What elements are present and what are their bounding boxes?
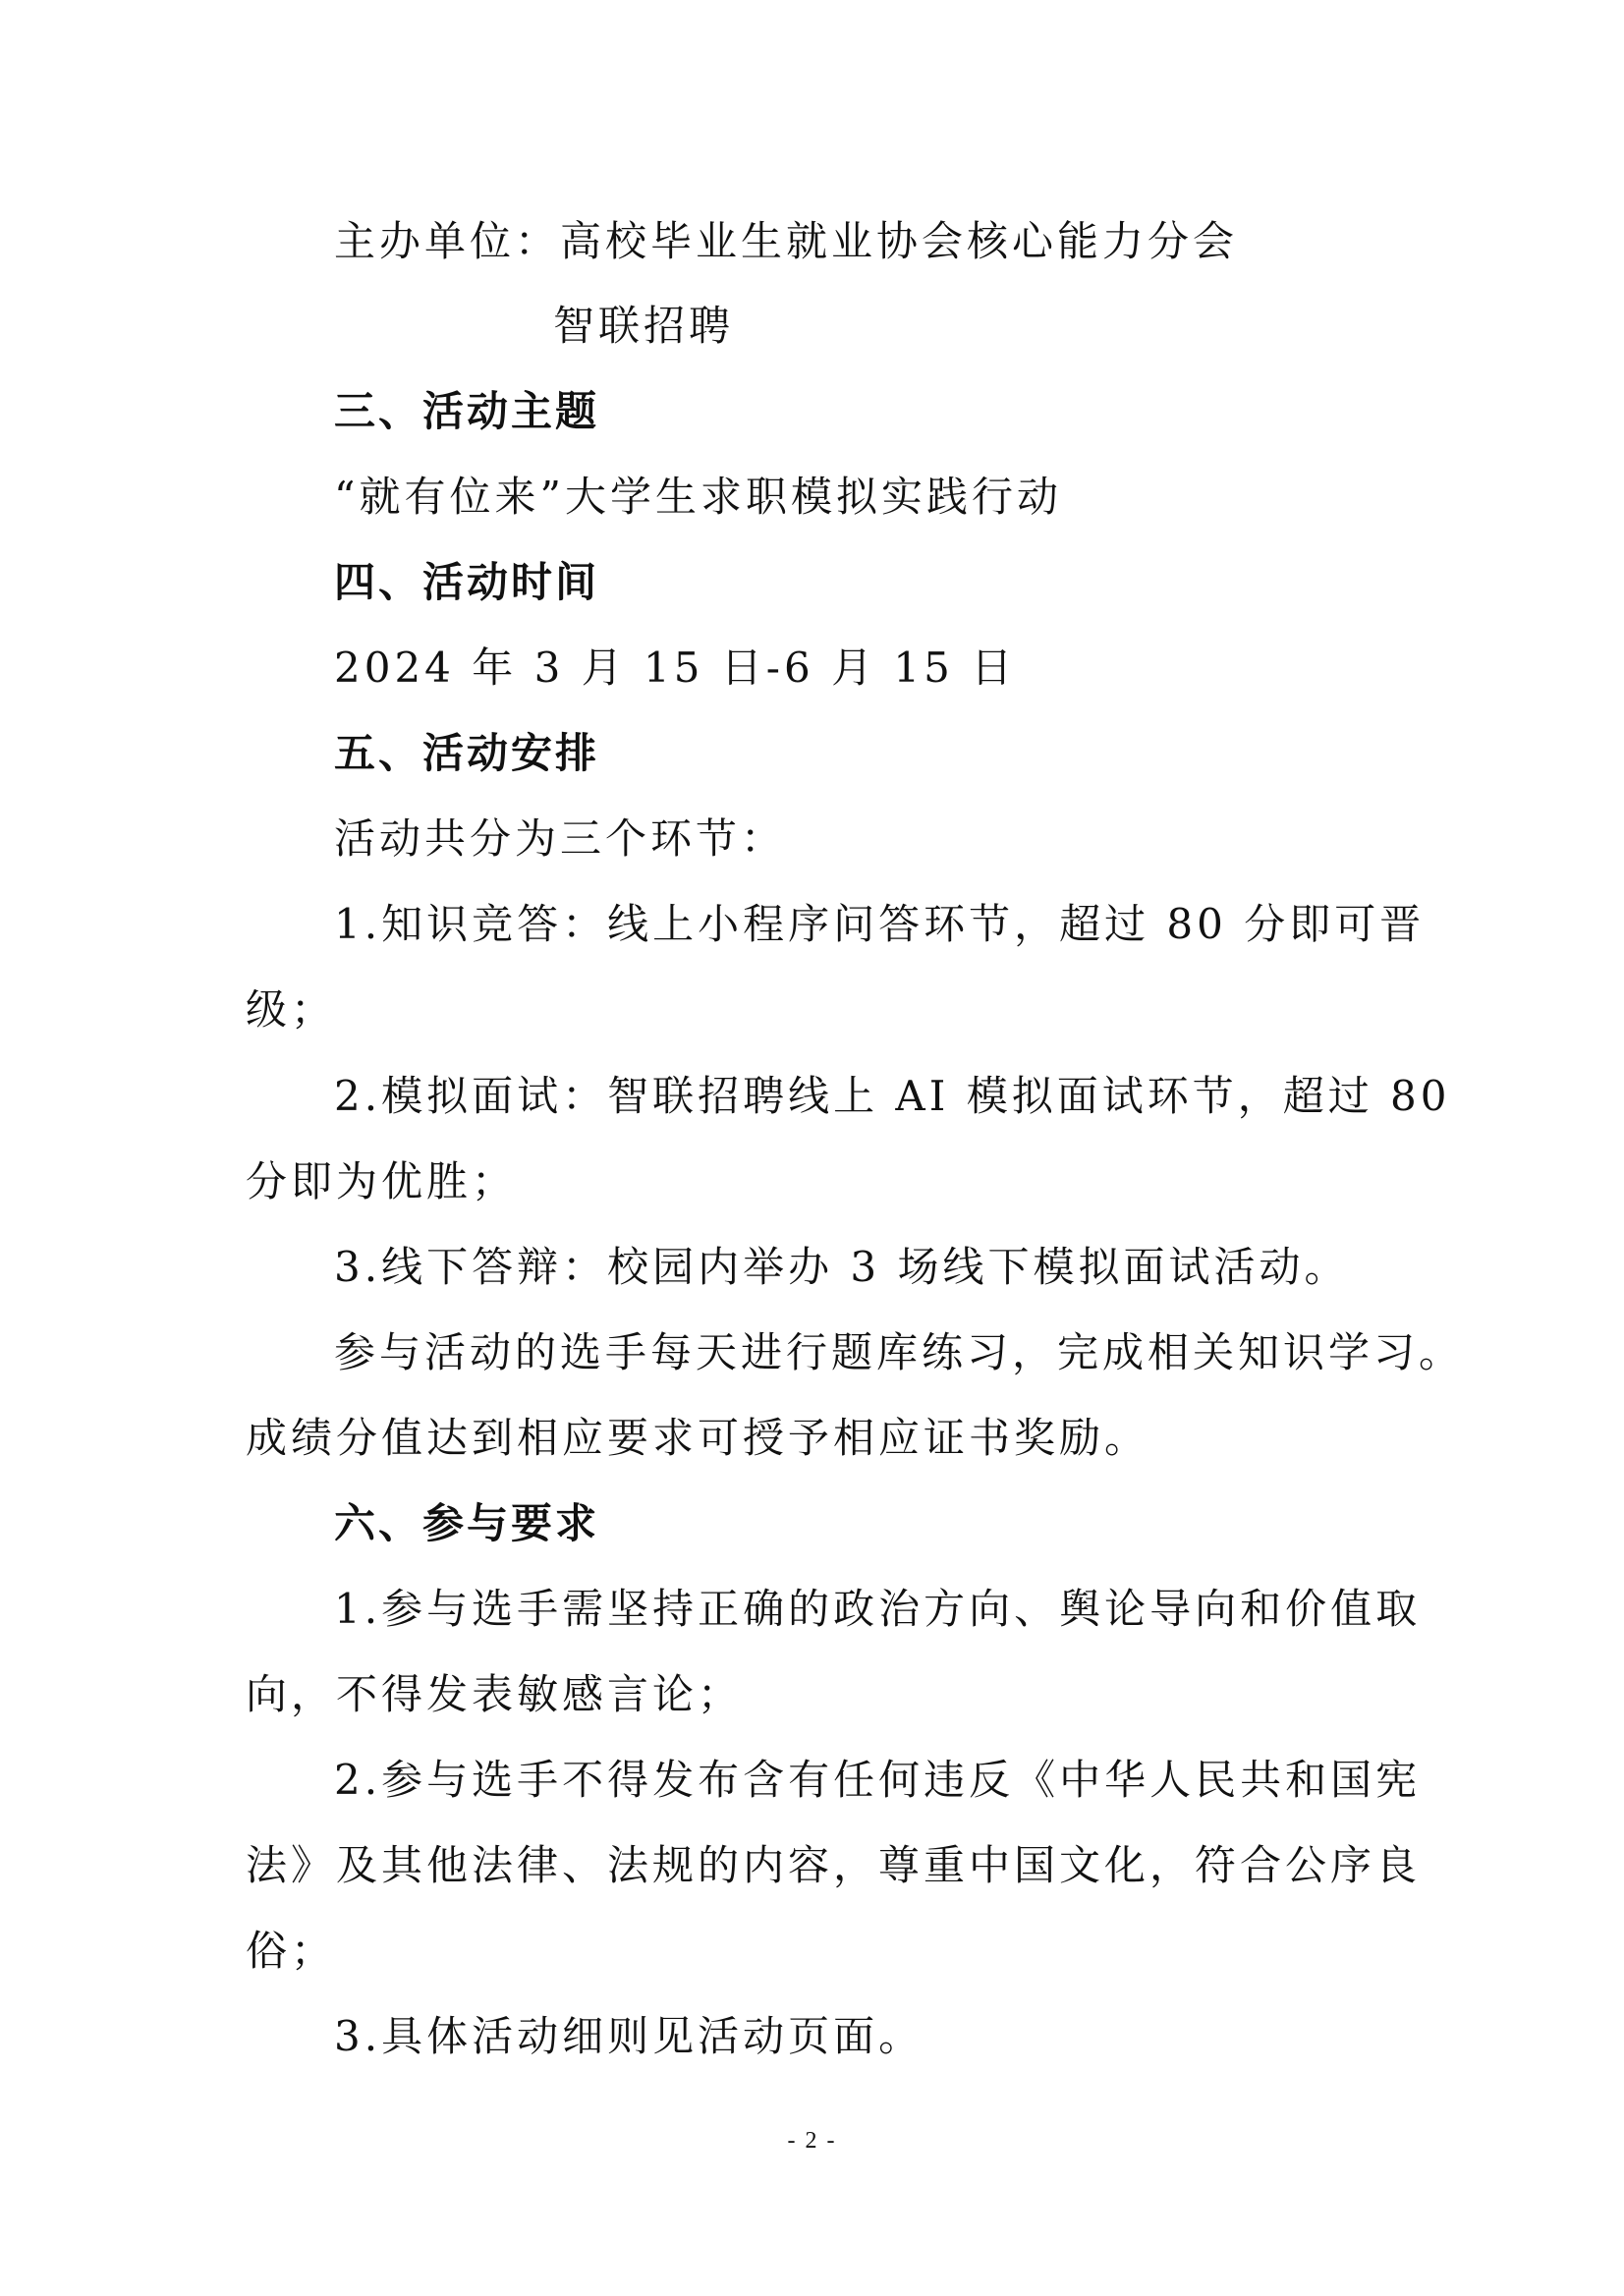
requirement-item-2: 2.参与选手不得发布含有任何违反《中华人民共和国宪 xyxy=(334,1756,1422,1804)
requirement-item-2-continued: 法》及其他法律、法规的内容，尊重中国文化，符合公序良 xyxy=(246,1841,1422,1889)
theme-text: “就有位来”大学生求职模拟实践行动 xyxy=(334,473,1062,521)
arrangement-item-1-continued: 级； xyxy=(246,985,337,1034)
time-text: 2024 年 3 月 15 日-6 月 15 日 xyxy=(334,644,1017,692)
arrangement-intro: 活动共分为三个环节： xyxy=(334,814,787,863)
arrangement-paragraph-continued: 成绩分值达到相应要求可授予相应证书奖励。 xyxy=(246,1414,1150,1462)
section-heading-theme: 三、活动主题 xyxy=(334,387,600,435)
arrangement-item-3: 3.线下答辩：校园内举办 3 场线下模拟面试活动。 xyxy=(334,1243,1350,1291)
section-heading-arrangement: 五、活动安排 xyxy=(334,729,600,777)
organizer-line: 主办单位：高校毕业生就业协会核心能力分会 xyxy=(334,217,1239,265)
requirement-item-3: 3.具体活动细则见活动页面。 xyxy=(334,2012,924,2060)
section-heading-requirements: 六、参与要求 xyxy=(334,1499,600,1547)
arrangement-item-2-continued: 分即为优胜； xyxy=(246,1157,518,1205)
organizer-line-continued: 智联招聘 xyxy=(553,302,735,350)
requirement-item-2-continued-2: 俗； xyxy=(246,1927,337,1975)
page-number: - 2 - xyxy=(787,2128,837,2154)
arrangement-item-1: 1.知识竞答：线上小程序问答环节，超过 80 分即可晋 xyxy=(334,900,1426,948)
requirement-item-1-continued: 向，不得发表敏感言论； xyxy=(246,1670,744,1718)
section-heading-time: 四、活动时间 xyxy=(334,558,600,606)
arrangement-item-2: 2.模拟面试：智联招聘线上 AI 模拟面试环节，超过 80 xyxy=(334,1072,1451,1120)
requirement-item-1: 1.参与选手需坚持正确的政治方向、舆论导向和价值取 xyxy=(334,1585,1422,1633)
arrangement-paragraph: 参与活动的选手每天进行题库练习，完成相关知识学习。 xyxy=(334,1328,1465,1376)
